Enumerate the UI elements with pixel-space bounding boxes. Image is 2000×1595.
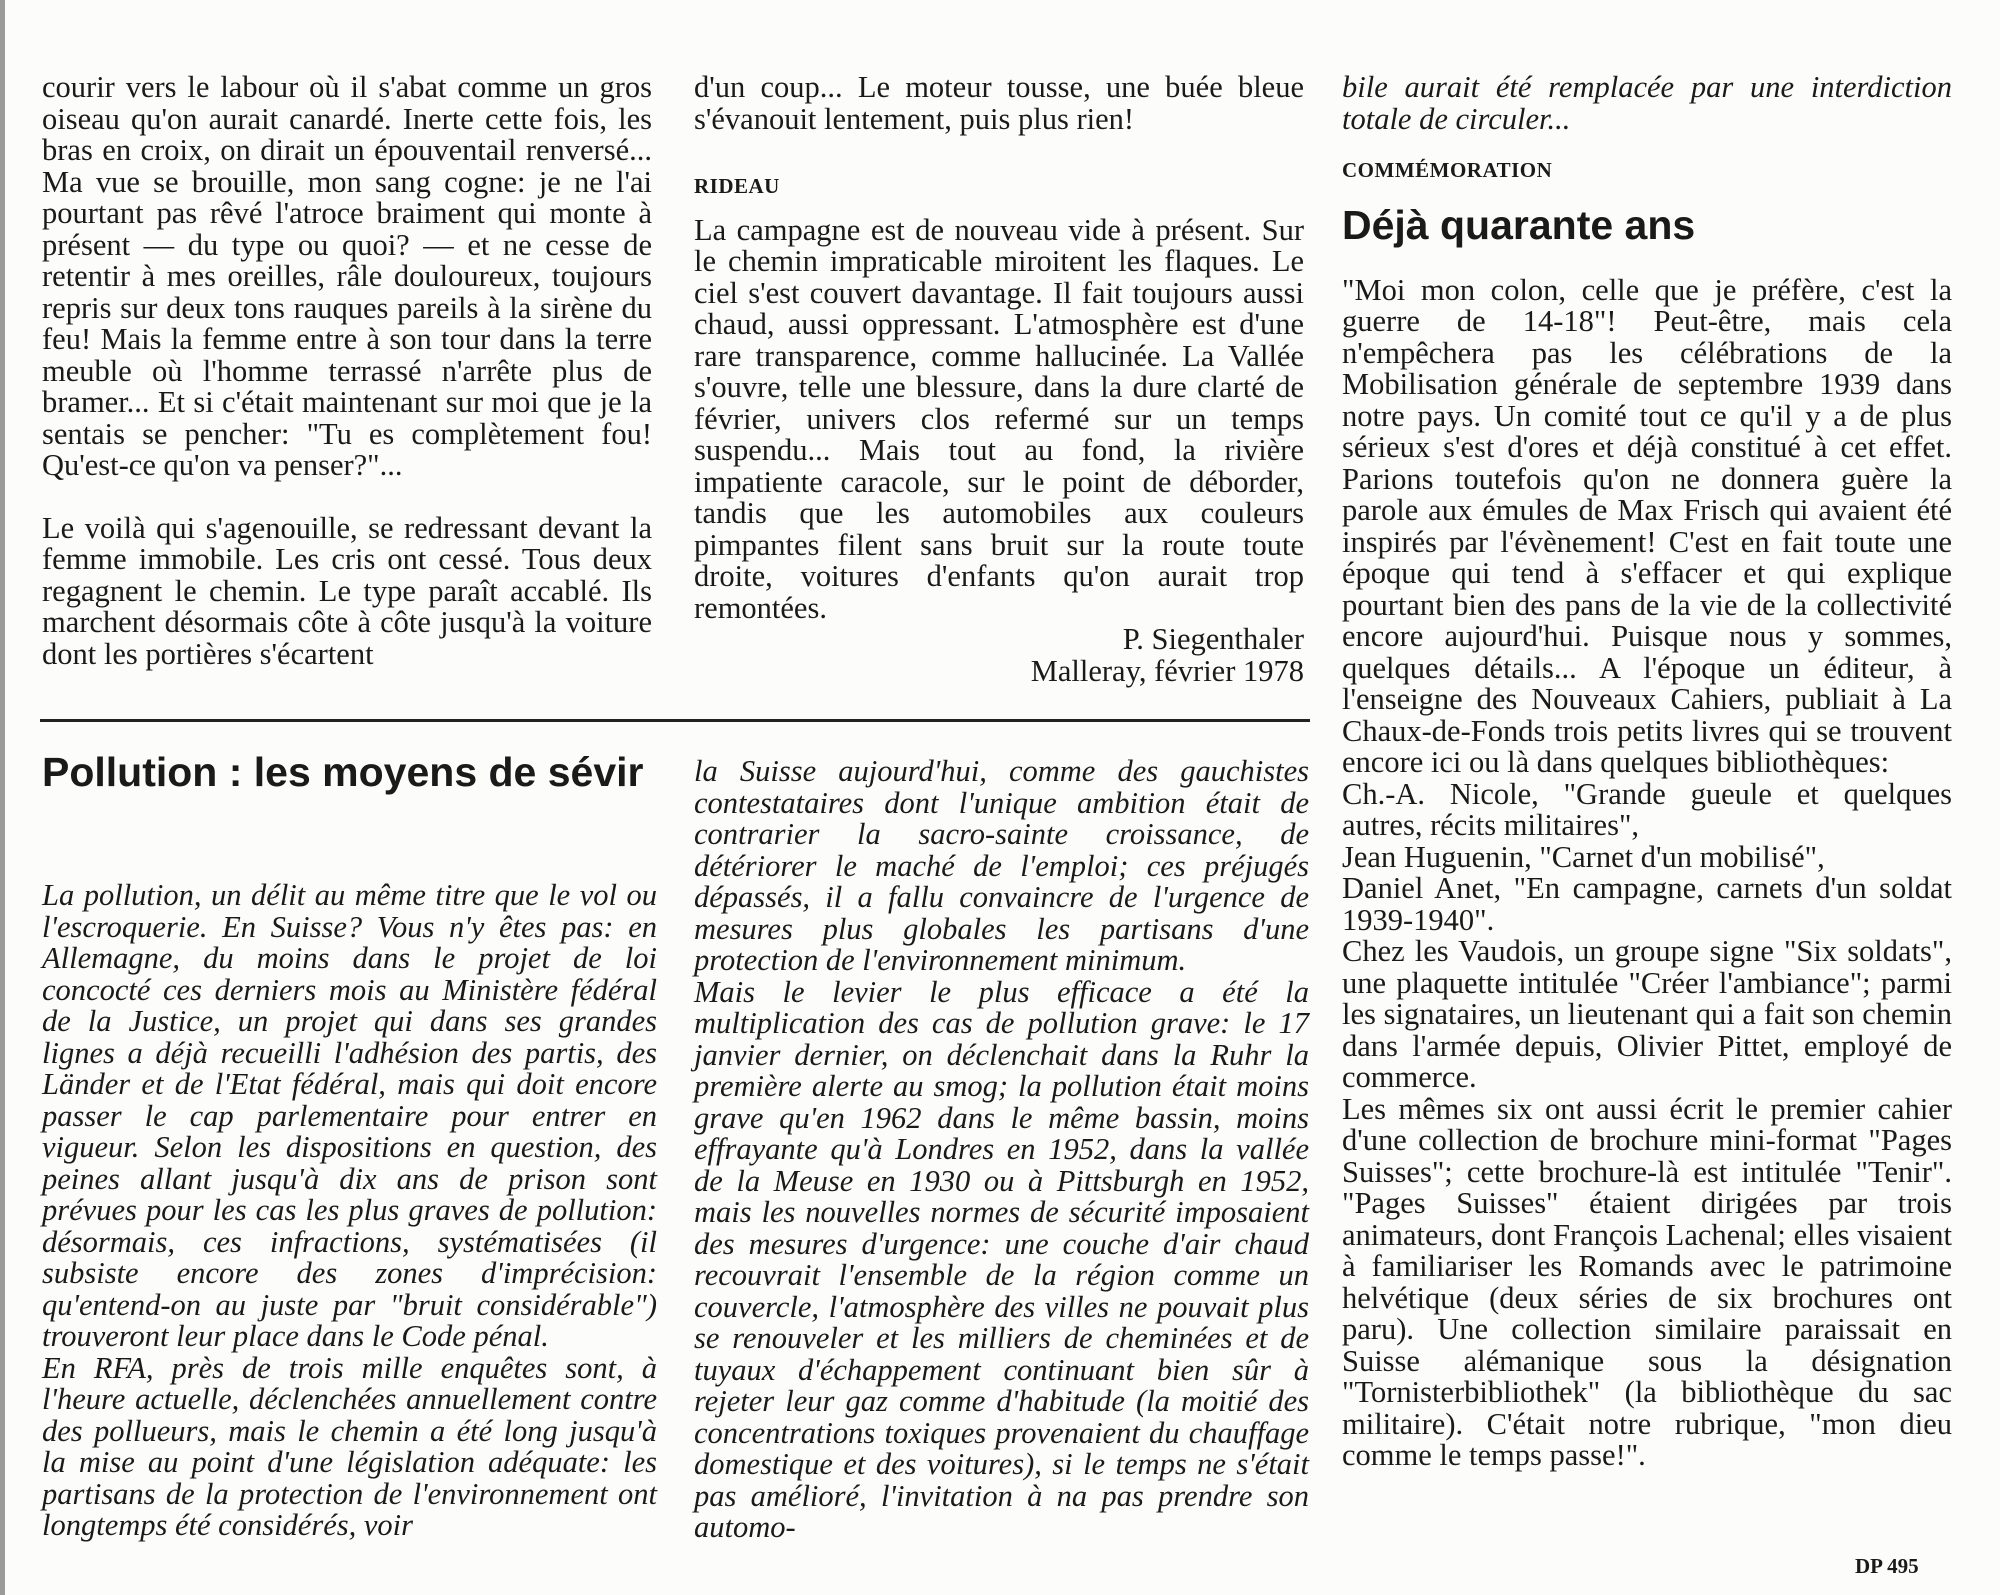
book-entry: Daniel Anet, "En campagne, carnets d'un soldat 1939-1940". [1342, 871, 1952, 937]
paragraph: Les mêmes six ont aussi écrit le premier cahier d'une collection de brochure mini-format "Pages Suisses"; cette brochure-là est intitulée "Tenir". "Pages Suisses" étaient dirigées par trois animateurs, dont François Lachenal; elles visaient à familiariser les Romands avec le patrimoine helvétique (deux séries de six brochures ont paru). Une collection similaire paraissait en Suisse alémanique sous la désignation "Tornisterbibliothek" (la bibliothèque du sac militaire). C'était notre rubrique, "mon dieu comme le temps passe!". [1342, 1091, 1952, 1472]
commemoration-column [1342, 72, 1952, 1472]
book-entry: Ch.-A. Nicole, "Grande gueule et quelques autres, récits militaires", [1342, 776, 1952, 842]
horizontal-divider [40, 719, 1310, 722]
signature-place-date: Malleray, février 1978 [1030, 653, 1304, 688]
paragraph: courir vers le labour où il s'abat comme un gros oiseau qu'on aurait canardé. Inerte cette fois, les bras en croix, on dirait un épouventail renversé... Ma vue se brouille, mon sang cogne: je ne l'ai pourtant pas rêvé l'atroce braiment qui monte à présent — du type ou quoi? — et ne cesse de retentir à mes oreilles, râle douloureux, toujours repris sur deux tons rauques pareils à la sirène du feu! Mais la femme entre à son tour dans la terre meuble où l'homme terrassé n'arrête plus de bramer... Et si c'était maintenant sur moi que je la sentais se pencher: "Tu es complètement fou! Qu'est-ce qu'on va penser?"... [42, 70, 652, 482]
author-signature: P. Siegenthaler [1122, 622, 1304, 656]
article-headline: Pollution : les moyens de sévir [42, 749, 644, 795]
paragraph: d'un coup... Le moteur tousse, une buée bleue s'évanouit lentement, puis plus rien! [694, 70, 1304, 136]
book-entry: Jean Huguenin, "Carnet d'un mobilisé", [1342, 839, 1825, 874]
paragraph: la Suisse aujourd'hui, comme des gauchistes contestataires dont l'unique ambition était de contrarier la sacro-sainte croissance, de détériorer le maché de l'emploi; ces préjugés dépassés, il a fallu convaincre de l'urgence de mesures plus globales les partisans d'une protection de l'environnement minimum. [694, 754, 1309, 977]
story-ending-column [694, 72, 1304, 687]
article-headline: Déjà quarante ans [1342, 201, 1696, 248]
paragraph: La pollution, un délit au même titre que le vol ou l'escroquerie. En Suisse? Vous n'y êtes pas: en Allemagne, du moins dans le projet de loi concocté ces derniers mois au Ministère fédéral de la Justice, un projet qui dans ses grandes lignes a déjà recueilli l'adhésion des partis, des Länder et de l'Etat fédéral, mais qui doit encore passer le cap parlementaire pour entrer en vigueur. Selon les dispositions en question, des peines allant jusqu'à dix ans de prison sont prévues pour les cas les plus graves de pollution: désormais, ces infractions, systématisées (il subsiste encore des zones d'imprécision: qu'entend-on au juste par "bruit considérable") trouveront leur place dans le Code pénal. [42, 878, 657, 1353]
paragraph: bile aurait été remplacée par une interdiction totale de circuler... [1342, 70, 1952, 136]
pollution-column-1 [42, 880, 657, 1542]
paragraph: En RFA, près de trois mille enquêtes sont, à l'heure actuelle, déclenchées annuellement contre des pollueurs, mais le chemin a été long jusqu'à la mise au point d'une législation adéquate: les partisans de la protection de l'environnement ont longtemps été considérés, voir [42, 1350, 657, 1542]
paragraph: "Moi mon colon, celle que je préfère, c'est la guerre de 14-18"! Peut-être, mais cela n'empêchera pas les célébrations de la Mobilisation générale de septembre 1939 dans notre pays. Un comité tout ce qu'il y a de plus sérieux s'est d'ores et déjà constitué à cet effet. Parions toutefois qu'on ne donnera guère la parole aux émules de Max Frisch qui avaient été inspirés par l'évènement! C'est en fait toute une époque qui tend à s'effacer et qui explique pourtant bien des pans de la vie de la collectivité encore aujourd'hui. Puisque nous y sommes, quelques détails... A l'époque un éditeur, à l'enseigne des Nouveaux Cahiers, publiait à La Chaux-de-Fonds trois petits livres qui se trouvent encore ici ou là dans quelques bibliothèques: [1342, 272, 1952, 779]
page-edge [0, 0, 5, 1595]
page-footer-label: DP 495 [1855, 1554, 1919, 1578]
paragraph: Mais le levier le plus efficace a été la multiplication des cas de pollution grave: le 17 janvier dernier, on déclenchait dans la Ruhr la première alerte au smog; la pollution était moins grave qu'en 1962 dans le même bassin, moins effrayante qu'à Londres en 1952, dans la vallée de la Meuse en 1930 ou à Pittsburgh en 1952, mais les nouvelles normes de sécurité imposaient des mesures d'urgence: une couche d'air chaud recouvrait l'ensemble de la région comme un couvercle, l'atmosphère des villes ne pouvait plus se renouveler et les milliers de cheminées et de tuyaux d'échappement continuant bien sûr à rejeter leur gaz comme d'habitude (la moitié des concentrations toxiques provenaient du chauffage domestique et des voitures), si le temps ne s'était pas amélioré, l'invitation à na pas prendre son automo- [694, 974, 1309, 1544]
section-kicker: COMMÉMORATION [1342, 158, 1553, 182]
section-kicker: RIDEAU [694, 174, 780, 198]
paragraph: La campagne est de nouveau vide à présent. Sur le chemin impraticable miroitent les flaques. Le ciel s'est couvert davantage. Il fait toujours aussi chaud, aussi oppressant. L'atmosphère est d'une rare transparence, comme hallucinée. La Vallée s'ouvre, telle une blessure, dans la dure clarté de février, univers clos refermé sur un temps suspendu... Mais tout au fond, la rivière impatiente caracole, sur le point de déborder, tandis que les automobiles aux couleurs pimpantes filent sans bruit sur la route toute droite, voitures d'enfants qu'on aurait trop remontées. [694, 212, 1304, 625]
paragraph: Le voilà qui s'agenouille, se redressant devant la femme immobile. Les cris ont cessé. Tous deux regagnent le chemin. Le type paraît accablé. Ils marchent désormais côte à côte jusqu'à la voiture dont les portières s'écartent [42, 510, 652, 671]
pollution-column-2 [694, 756, 1309, 1544]
paragraph: Chez les Vaudois, un groupe signe "Six soldats", une plaquette intitulée "Créer l'ambiance"; parmi les signataires, un lieutenant qui a fait son chemin dans l'armée depuis, Olivier Pittet, employé de commerce. [1342, 934, 1952, 1094]
story-continuation-column [42, 72, 652, 670]
